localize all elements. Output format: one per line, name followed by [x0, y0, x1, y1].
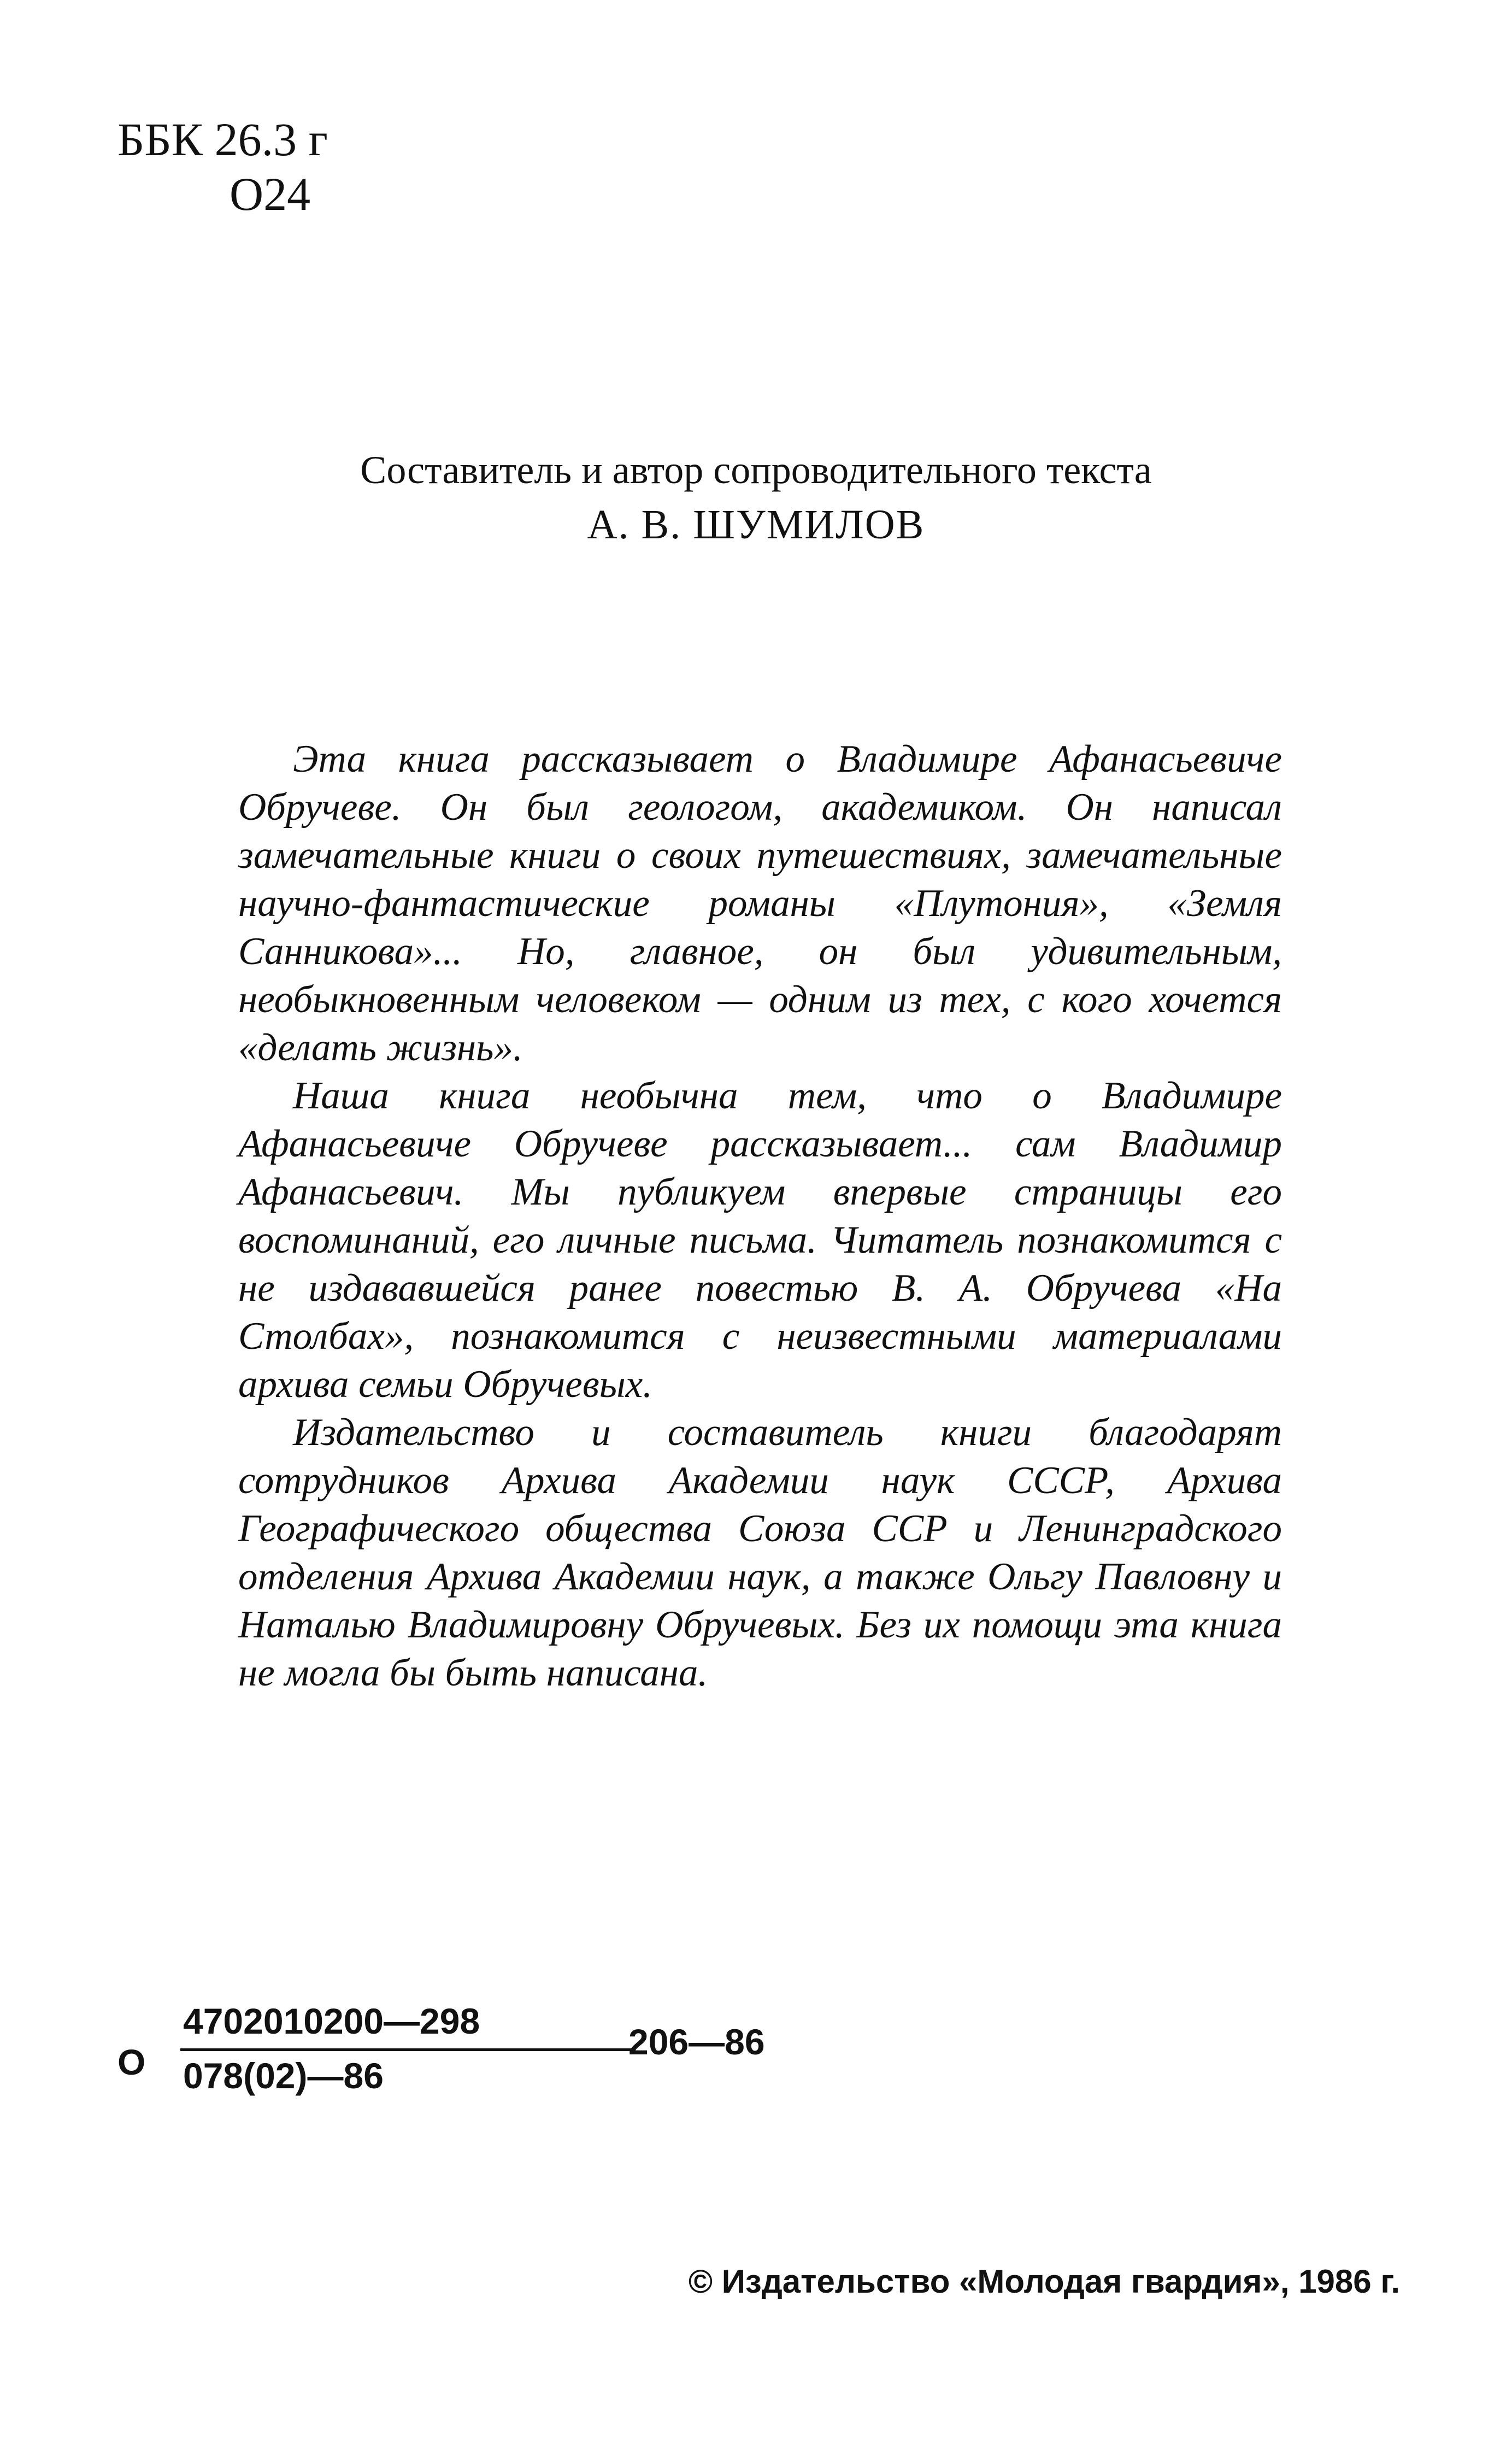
compiler-role: Составитель и автор сопроводительного текста — [360, 448, 1152, 492]
copyright-notice: © Издательство «Молодая гвардия», 1986 г. — [688, 2263, 1400, 2300]
formula-suffix: 206—86 — [628, 2022, 765, 2062]
author-mark: О24 — [230, 168, 311, 220]
formula-numerator: 4702010200—298 — [183, 2001, 480, 2041]
formula-prefix: О — [117, 2042, 146, 2082]
classification-block — [117, 112, 328, 221]
bbk-code: ББК 26.3 г — [117, 113, 328, 166]
annotation-paragraph: Наша книга необычна тем, что о Владимире Афанасьевиче Обручеве рассказывает... сам Владимир Афанасьевич. Мы публикуем впервые страницы его воспоминаний, его личные письма. Читатель познакомится с не издававшейся ранее повестью В. А. Обручева «На Столбах», познакомится с неизвестными материалами архива семьи Обручевых. — [238, 1074, 1282, 1406]
compiler-name: А. В. ШУМИЛОВ — [587, 502, 925, 548]
formula-denominator: 078(02)—86 — [183, 2055, 384, 2096]
annotation-paragraph: Издательство и составитель книги благодарят сотрудников Архива Академии наук СССР, Архива Географического общества Союза ССР и Ленинградского отделения Архива Академии наук, а также Ольгу Павловну и Наталью Владимировну Обручевых. Без их помощи эта книга не могла бы быть написана. — [238, 1411, 1282, 1694]
annotation-paragraph: Эта книга рассказывает о Владимире Афанасьевиче Обручеве. Он был геологом, академиком. Он написал замечательные книги о своих путешествиях, замечательные научно-фантастические романы «Плутония», «Земля Санникова»... Но, главное, он был удивительным, необыкновенным человеком — одним из тех, с кого хочется «делать жизнь». — [238, 738, 1282, 1069]
annotation — [238, 735, 1282, 1697]
compiler-block — [0, 443, 1512, 552]
fraction-line — [180, 2048, 634, 2051]
